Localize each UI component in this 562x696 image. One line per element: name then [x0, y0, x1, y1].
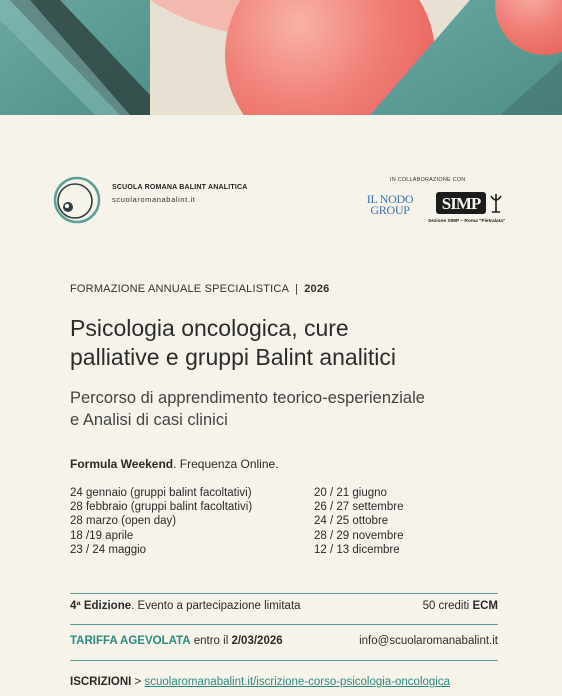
simp-logo-icon	[436, 190, 516, 230]
kicker-text: FORMAZIONE ANNUALE SPECIALISTICA	[70, 283, 290, 295]
title-line2: palliative e gruppi Balint analitici	[70, 344, 397, 370]
iscrizioni-label: ISCRIZIONI	[70, 676, 132, 688]
formula-info	[70, 457, 279, 471]
subtitle-line1: Percorso di apprendimento teorico-esperienziale	[70, 389, 425, 407]
ecm-credits	[423, 600, 498, 612]
credits-number: 50 crediti	[422, 600, 470, 612]
divider	[70, 593, 498, 594]
svg-text:SIMP: SIMP	[441, 194, 481, 213]
nodo-line1: IL NODO	[366, 192, 414, 206]
dates-list-left	[70, 486, 252, 557]
date-item: 28 marzo (open day)	[70, 515, 177, 528]
edition-detail: . Evento a partecipazione limitata	[131, 600, 301, 612]
kicker-separator: |	[295, 283, 299, 295]
formula-detail: . Frequenza Online.	[173, 457, 279, 471]
date-item: 23 / 24 maggio	[70, 543, 147, 556]
tariffa-row	[70, 635, 498, 647]
divider	[70, 660, 498, 661]
title-line1: Psicologia oncologica, cure	[70, 315, 349, 341]
course-year: 2026	[304, 283, 330, 295]
date-item: 28 febbraio (gruppi balint facoltativi)	[70, 501, 253, 514]
credits-label: ECM	[472, 600, 498, 612]
school-name: SCUOLA ROMANA BALINT ANALITICA	[112, 184, 248, 191]
date-item: 18 /19 aprile	[70, 529, 134, 542]
banner-art	[0, 0, 562, 115]
nodo-line2: GROUP	[370, 203, 410, 217]
contact-email[interactable]: info@scuolaromanabalint.it	[359, 635, 498, 647]
school-logo-icon	[53, 176, 101, 224]
divider	[70, 624, 498, 625]
date-item: 28 / 29 novembre	[314, 529, 404, 542]
page-title	[70, 314, 540, 372]
collaboration-label: IN COLLABORAZIONE CON	[390, 177, 466, 183]
iscrizioni-row	[70, 676, 498, 688]
tariffa-label: TARIFFA AGEVOLATA	[70, 635, 191, 647]
il-nodo-group-logo	[360, 194, 420, 216]
edition-row	[70, 600, 498, 612]
course-kicker	[70, 283, 329, 295]
date-item: 26 / 27 settembre	[314, 501, 404, 514]
school-website: scuolaromanabalint.it	[112, 195, 196, 204]
iscrizioni-arrow: >	[134, 676, 142, 688]
date-item: 24 / 25 ottobre	[314, 515, 389, 528]
simp-caption: Sezione SIMP – Roma "Pietralata"	[428, 219, 506, 224]
edition-label: 4ª Edizione	[70, 600, 132, 612]
iscrizioni-link[interactable]: scuolaromanabalint.it/iscrizione-corso-psicologia-oncologica	[144, 676, 451, 688]
page-subtitle	[70, 387, 540, 431]
date-item: 24 gennaio (gruppi balint facoltativi)	[70, 487, 252, 499]
date-item: 20 / 21 giugno	[314, 487, 387, 499]
date-item: 12 / 13 dicembre	[314, 543, 400, 556]
tariffa-text: entro il	[193, 635, 229, 647]
header-banner	[0, 0, 562, 115]
subtitle-line2: e Analisi di casi clinici	[70, 411, 228, 429]
dates-list-right	[314, 486, 404, 557]
tariffa-date: 2/03/2026	[231, 635, 283, 647]
formula-label: Formula Weekend	[70, 457, 174, 471]
